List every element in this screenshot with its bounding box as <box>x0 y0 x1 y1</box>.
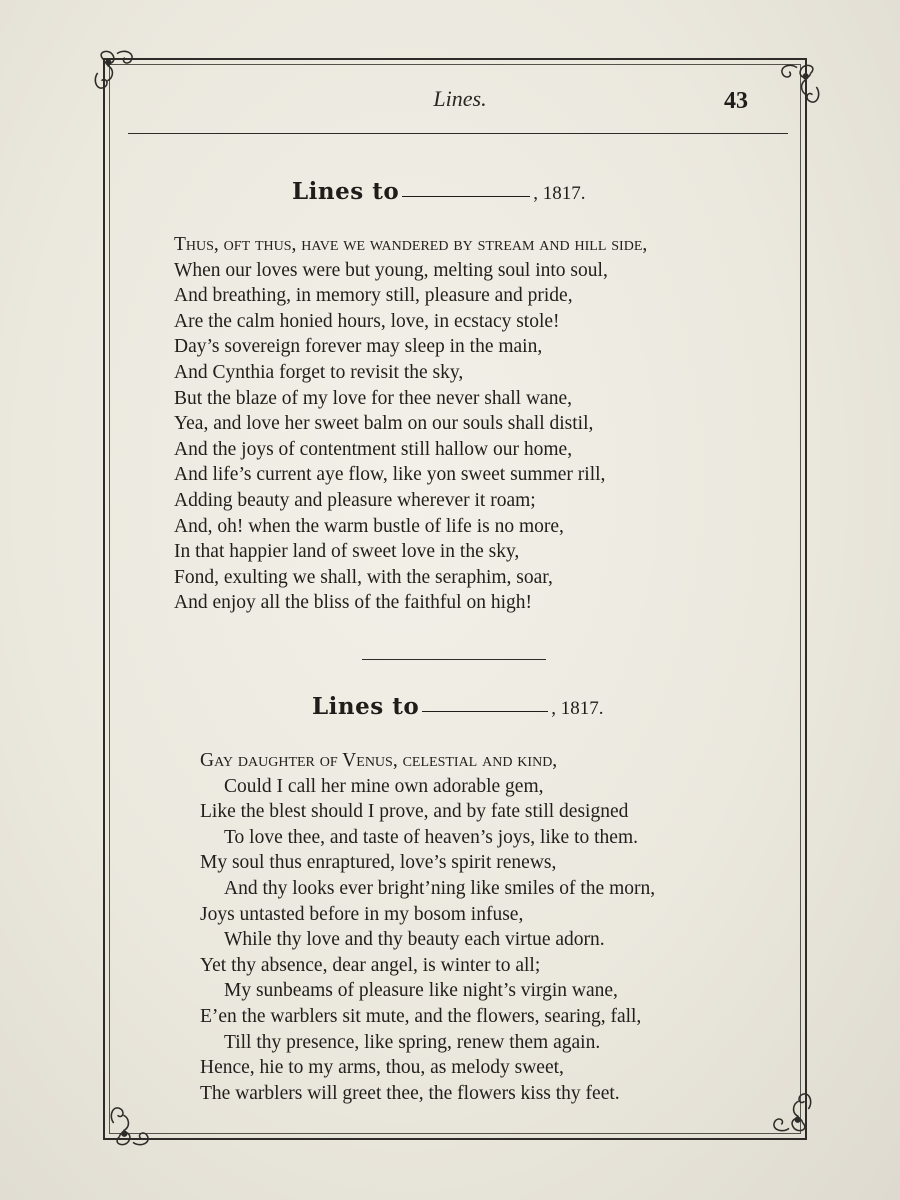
header-rule <box>128 133 788 134</box>
poem-line: And the joys of contentment still hallow our home, <box>174 438 573 460</box>
poem-line: Could I call her mine own adorable gem, <box>224 775 544 797</box>
poem-body <box>200 748 655 1106</box>
poem-line: And enjoy all the bliss of the faithful on high! <box>174 592 532 614</box>
poem-line: Fond, exulting we shall, with the seraphim, soar, <box>174 566 553 588</box>
poem-title-year: , 1817. <box>533 183 586 204</box>
poem-title-text: Lines to <box>292 178 400 205</box>
running-head: Lines. <box>433 86 487 111</box>
poem-line: My soul thus enraptured, love’s spirit renews, <box>200 852 557 874</box>
poem-line: Joys untasted before in my bosom infuse, <box>200 903 524 925</box>
poem-body <box>174 232 647 616</box>
poem-line: Yea, and love her sweet balm on our souls shall distil, <box>174 413 594 435</box>
poem-line: Hence, hie to my arms, thou, as melody sweet, <box>200 1057 564 1079</box>
poem-line <box>174 232 647 258</box>
poem-line: Like the blest should I prove, and by fate still designed <box>200 801 629 823</box>
corner-flourish-icon <box>768 58 826 116</box>
poem-line <box>200 748 655 774</box>
corner-flourish-icon <box>104 1094 162 1152</box>
page-number: 43 <box>724 88 748 114</box>
poem-line: The warblers will greet thee, the flowers kiss thy feet. <box>200 1082 620 1104</box>
poem-line: And life’s current aye flow, like yon sweet summer rill, <box>174 464 606 486</box>
poem-line: Day’s sovereign forever may sleep in the main, <box>174 336 543 358</box>
poem-line: And breathing, in memory still, pleasure and pride, <box>174 285 573 307</box>
poem-line: While thy love and thy beauty each virtue adorn. <box>224 929 605 951</box>
poem-line-text: Gay daughter of Venus, celestial and kind, <box>200 750 558 771</box>
poem-line: And thy looks ever bright’ning like smiles of the morn, <box>224 877 656 899</box>
poem-line: When our loves were but young, melting soul into soul, <box>174 259 608 281</box>
section-divider <box>362 659 546 660</box>
poem-line: Yet thy absence, dear angel, is winter to all; <box>200 954 541 976</box>
corner-flourish-icon <box>88 44 146 102</box>
poem-line: And, oh! when the warm bustle of life is no more, <box>174 515 564 537</box>
poem-line: But the blaze of my love for thee never shall wane, <box>174 387 572 409</box>
poem-line: In that happier land of sweet love in the sky, <box>174 541 520 563</box>
poem-line: Are the calm honied hours, love, in ecstacy stole! <box>174 310 560 332</box>
poem-line: To love thee, and taste of heaven’s joys, like to them. <box>224 826 638 848</box>
poem-line: Till thy presence, like spring, renew them again. <box>224 1031 601 1053</box>
poem-title <box>292 178 585 205</box>
poem-line: And Cynthia forget to revisit the sky, <box>174 361 464 383</box>
poem-title-year: , 1817. <box>551 698 604 719</box>
poem-line-text: Thus, oft thus, have we wandered by stream and hill side, <box>174 234 648 255</box>
poem-line: Adding beauty and pleasure wherever it roam; <box>174 489 536 511</box>
title-blank-line <box>402 196 530 197</box>
poem-line: My sunbeams of pleasure like night’s virgin wane, <box>224 980 618 1002</box>
title-blank-line <box>422 711 548 712</box>
poem-title-text: Lines to <box>312 693 420 720</box>
corner-flourish-icon <box>760 1080 818 1138</box>
poem-line: E’en the warblers sit mute, and the flowers, searing, fall, <box>200 1005 642 1027</box>
poem-title <box>312 693 603 720</box>
